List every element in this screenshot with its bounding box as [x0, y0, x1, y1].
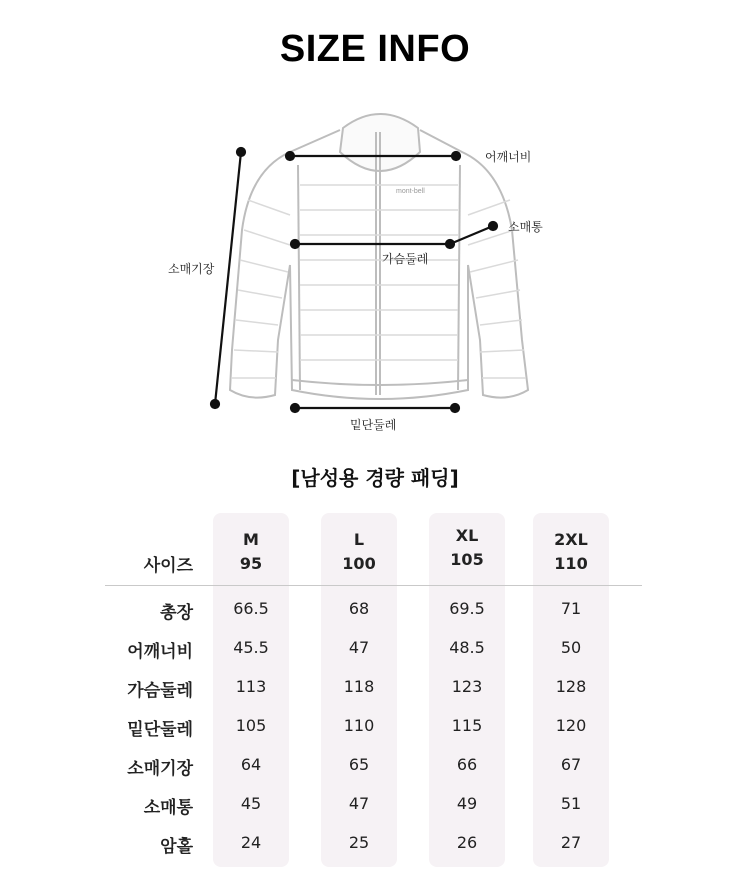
- label-hem: 밑단둘레: [350, 418, 397, 432]
- label-sleeve-length: 소매기장: [168, 262, 215, 276]
- row-label: 총장: [160, 603, 193, 623]
- table-cell: 64: [240, 755, 262, 774]
- size-num: 105: [450, 550, 484, 569]
- row-label: 어깨너비: [127, 642, 193, 662]
- page-title: SIZE INFO: [279, 28, 471, 70]
- label-sleeve-width: 소매통: [508, 220, 543, 234]
- jacket-diagram: [150, 90, 600, 435]
- table-cell: 25: [348, 833, 370, 852]
- header-divider: [105, 585, 642, 586]
- table-cell: 45.5: [233, 638, 269, 657]
- table-cell: 27: [560, 833, 582, 852]
- table-cell: 71: [560, 599, 582, 618]
- table-cell: 47: [348, 794, 370, 813]
- table-cell: 68: [348, 599, 370, 618]
- label-chest: 가슴둘레: [382, 252, 429, 266]
- size-num: 95: [239, 554, 263, 573]
- size-name: L: [353, 530, 365, 549]
- size-header-2xl: [533, 528, 609, 576]
- row-label: 암홀: [160, 837, 193, 857]
- table-cell: 113: [235, 677, 267, 696]
- table-cell: 123: [451, 677, 483, 696]
- table-cell: 105: [235, 716, 267, 735]
- table-cell: 26: [456, 833, 478, 852]
- table-cell: 66.5: [233, 599, 269, 618]
- size-name: M: [243, 530, 259, 549]
- table-cell: 24: [240, 833, 262, 852]
- size-num: 100: [342, 554, 376, 573]
- table-cell: 110: [343, 716, 375, 735]
- size-name: 2XL: [554, 530, 588, 549]
- table-cell: 51: [560, 794, 582, 813]
- table-cell: 128: [555, 677, 587, 696]
- row-label: 소매기장: [127, 759, 193, 779]
- size-header-m: [213, 528, 289, 576]
- table-cell: 69.5: [449, 599, 485, 618]
- row-label: 소매통: [143, 798, 193, 818]
- table-cell: 120: [555, 716, 587, 735]
- table-cell: 50: [560, 638, 582, 657]
- table-cell: 118: [343, 677, 375, 696]
- svg-text:mont-bell: mont-bell: [396, 188, 425, 195]
- row-label: 밑단둘레: [127, 720, 193, 740]
- table-cell: 48.5: [449, 638, 485, 657]
- size-num: 110: [554, 554, 588, 573]
- label-shoulder: 어깨너비: [485, 150, 532, 164]
- size-header-l: [321, 528, 397, 576]
- size-header-label: 사이즈: [143, 556, 193, 576]
- size-name: XL: [455, 526, 479, 545]
- jacket-illustration-icon: [150, 90, 600, 435]
- table-cell: 66: [456, 755, 478, 774]
- section-title: [남성용 경량 패딩]: [291, 466, 459, 490]
- table-cell: 47: [348, 638, 370, 657]
- table-cell: 45: [240, 794, 262, 813]
- table-cell: 115: [451, 716, 483, 735]
- size-header-xl: [429, 524, 505, 572]
- table-cell: 67: [560, 755, 582, 774]
- table-cell: 49: [456, 794, 478, 813]
- table-cell: 65: [348, 755, 370, 774]
- row-label: 가슴둘레: [127, 681, 193, 701]
